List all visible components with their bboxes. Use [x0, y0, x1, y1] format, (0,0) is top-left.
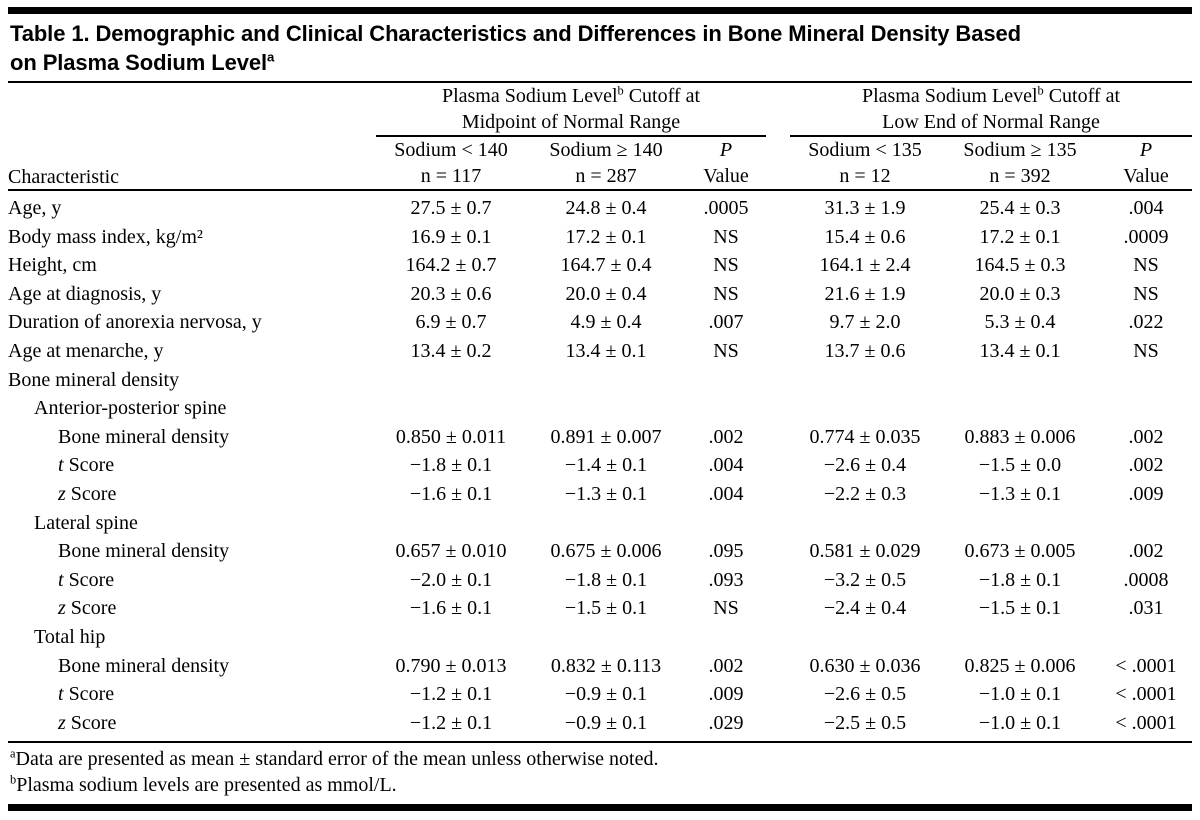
column-header-line1: Sodium ≥ 135: [963, 139, 1077, 161]
cell-value: 20.0 ± 0.3: [979, 282, 1061, 305]
group-header-row: [8, 83, 1192, 136]
cell-value: −3.2 ± 0.5: [823, 568, 907, 591]
row-label: Height, cm: [8, 254, 97, 277]
cell-value: [790, 509, 940, 538]
cell-value: 0.891 ± 0.007: [550, 425, 662, 448]
table-body: [8, 190, 1192, 741]
cell-value: −2.5 ± 0.5: [823, 711, 907, 734]
row-label: Bone mineral density: [58, 654, 230, 677]
table-row: [8, 480, 1192, 509]
group-midpoint-range: Midpoint of Normal Range: [461, 111, 681, 133]
column-header-sodium-ge-135: [940, 136, 1100, 190]
column-gap-cell: [766, 451, 790, 480]
table-row: [8, 537, 1192, 566]
row-label: Bone mineral density: [58, 425, 230, 448]
cell-value: −1.3 ± 0.1: [978, 482, 1062, 505]
column-gap-cell: [766, 308, 790, 337]
group-gap-cell: [766, 83, 790, 136]
cell-value: 27.5 ± 0.7: [410, 197, 492, 219]
footnote-b-text: Plasma sodium levels are presented as mmol/L.: [16, 774, 397, 797]
cell-value: [940, 394, 1100, 423]
cell-value: 5.3 ± 0.4: [984, 311, 1056, 334]
cell-value: 31.3 ± 1.9: [824, 197, 906, 219]
characteristics-table: [8, 83, 1192, 741]
cell-value: NS: [1133, 254, 1159, 277]
cell-value: −1.5 ± 0.1: [564, 597, 648, 620]
cell-value: [940, 509, 1100, 538]
cell-value: −1.0 ± 0.1: [978, 683, 1062, 706]
column-gap-cell: [766, 280, 790, 309]
cell-value: 0.630 ± 0.036: [809, 654, 921, 677]
cell-value: [940, 366, 1100, 395]
cell-value: NS: [713, 254, 739, 277]
cell-value: −1.8 ± 0.1: [978, 568, 1062, 591]
column-gap-cell: [766, 566, 790, 595]
table-title: [10, 19, 1192, 77]
table-row: [8, 251, 1192, 280]
column-gap-cell: [766, 251, 790, 280]
group-lowend-name: Plasma Sodium Level: [861, 85, 1038, 107]
cell-value: .004: [708, 454, 744, 477]
cell-value: −1.4 ± 0.1: [564, 454, 648, 477]
row-label: Duration of anorexia nervosa, y: [8, 311, 262, 334]
cell-value: .0008: [1123, 568, 1169, 591]
cell-value: < .0001: [1115, 654, 1177, 677]
cell-value: 0.581 ± 0.029: [809, 540, 921, 563]
column-gap-cell: [766, 423, 790, 452]
cell-value: 0.774 ± 0.035: [809, 425, 921, 448]
cell-value: −1.5 ± 0.0: [978, 454, 1062, 477]
cell-value: −2.4 ± 0.4: [823, 597, 907, 620]
row-label: Total hip: [34, 625, 106, 648]
footnote-b-marker: b: [10, 772, 17, 787]
column-gap-cell: [766, 366, 790, 395]
cell-value: < .0001: [1115, 711, 1177, 734]
cell-value: 0.883 ± 0.006: [964, 425, 1076, 448]
cell-value: [686, 509, 766, 538]
cell-value: [790, 623, 940, 652]
column-header-n: n = 117: [420, 165, 482, 187]
cell-value: NS: [713, 282, 739, 305]
table-row: [8, 652, 1192, 681]
cell-value: [526, 509, 686, 538]
column-header-characteristic: Characteristic: [8, 136, 376, 190]
table-row: [8, 680, 1192, 709]
cell-value: 17.2 ± 0.1: [565, 225, 647, 248]
column-gap-cell: [766, 480, 790, 509]
cell-value: 4.9 ± 0.4: [570, 311, 642, 334]
group-lowend-name-post: Cutoff at: [1043, 85, 1121, 107]
column-gap-cell: [766, 709, 790, 742]
cell-value: .004: [708, 482, 744, 505]
row-label: Age, y: [8, 197, 62, 219]
row-label: t Score: [58, 454, 115, 477]
table-row: [8, 594, 1192, 623]
row-label: Anterior-posterior spine: [34, 397, 227, 420]
column-gap-cell: [766, 394, 790, 423]
cell-value: −1.0 ± 0.1: [978, 711, 1062, 734]
cell-value: −2.6 ± 0.4: [823, 454, 907, 477]
row-label: Bone mineral density: [58, 540, 230, 563]
table-row: [8, 308, 1192, 337]
cell-value: [686, 623, 766, 652]
column-gap-cell: [766, 509, 790, 538]
cell-value: < .0001: [1115, 683, 1177, 706]
column-header-n: n = 12: [839, 165, 891, 187]
cell-value: .022: [1128, 311, 1164, 334]
cell-value: −0.9 ± 0.1: [564, 683, 648, 706]
cell-value: .009: [708, 683, 744, 706]
cell-value: .031: [1128, 597, 1164, 620]
group-lowend-range: Low End of Normal Range: [882, 111, 1100, 133]
cell-value: −1.5 ± 0.1: [978, 597, 1062, 620]
cell-value: .002: [1128, 540, 1164, 563]
group-lowend-footnote-marker: b: [1037, 83, 1044, 98]
title-footnote-marker: a: [267, 49, 275, 65]
table-row: [8, 423, 1192, 452]
footnote-a-marker: a: [10, 746, 16, 761]
table-title-line2: [10, 48, 1192, 77]
cell-value: −1.8 ± 0.1: [409, 454, 493, 477]
cell-value: 164.2 ± 0.7: [405, 254, 497, 277]
cell-value: 6.9 ± 0.7: [415, 311, 487, 334]
table-row: [8, 190, 1192, 223]
column-header-sodium-ge-140: [526, 136, 686, 190]
column-gap-cell: [766, 652, 790, 681]
cell-value: .093: [708, 568, 744, 591]
cell-value: .002: [1128, 454, 1164, 477]
section-header-row: [8, 394, 1192, 423]
column-gap-cell: [766, 594, 790, 623]
cell-value: 0.657 ± 0.010: [395, 540, 507, 563]
cell-value: .0009: [1123, 225, 1169, 248]
cell-value: [376, 394, 526, 423]
cell-value: [1100, 509, 1192, 538]
row-label: z Score: [58, 711, 117, 734]
cell-value: 24.8 ± 0.4: [565, 197, 647, 219]
cell-value: −1.2 ± 0.1: [409, 683, 493, 706]
cell-value: 0.675 ± 0.006: [550, 540, 662, 563]
cell-value: .002: [1128, 425, 1164, 448]
table-row: [8, 566, 1192, 595]
row-label: Age at menarche, y: [8, 339, 164, 362]
cell-value: 20.3 ± 0.6: [410, 282, 492, 305]
value-label: Value: [703, 165, 749, 187]
cell-value: [1100, 623, 1192, 652]
cell-value: −1.6 ± 0.1: [409, 597, 493, 620]
cell-value: 0.825 ± 0.006: [964, 654, 1076, 677]
cell-value: 13.4 ± 0.1: [565, 339, 647, 362]
cell-value: [526, 394, 686, 423]
cell-value: NS: [1133, 282, 1159, 305]
column-header-line1: Sodium < 140: [394, 139, 508, 161]
value-label: Value: [1123, 165, 1169, 187]
cell-value: [686, 366, 766, 395]
row-label: t Score: [58, 683, 115, 706]
cell-value: −1.6 ± 0.1: [409, 482, 493, 505]
footnote-a: [10, 746, 1192, 772]
cell-value: 15.4 ± 0.6: [824, 225, 906, 248]
cell-value: 13.4 ± 0.1: [979, 339, 1061, 362]
cell-value: NS: [713, 225, 739, 248]
column-header-line1: Sodium < 135: [808, 139, 922, 161]
cell-value: 17.2 ± 0.1: [979, 225, 1061, 248]
row-label: Bone mineral density: [8, 368, 180, 391]
cell-value: −2.0 ± 0.1: [409, 568, 493, 591]
cell-value: .002: [708, 425, 744, 448]
column-header-sodium-lt-140: [376, 136, 526, 190]
column-header-p-value-lowend: [1100, 136, 1192, 190]
cell-value: 13.7 ± 0.6: [824, 339, 906, 362]
column-header-line1: Sodium ≥ 140: [549, 139, 663, 161]
cell-value: 164.5 ± 0.3: [974, 254, 1066, 277]
cell-value: 25.4 ± 0.3: [979, 197, 1061, 219]
cell-value: .0005: [703, 197, 749, 219]
cell-value: 0.832 ± 0.113: [550, 654, 662, 677]
footnote-b: [10, 772, 1192, 798]
group-midpoint-name: Plasma Sodium Level: [441, 85, 618, 107]
row-label: Body mass index, kg/m²: [8, 225, 203, 248]
cell-value: [686, 394, 766, 423]
column-gap-cell: [766, 190, 790, 223]
row-label: z Score: [58, 597, 117, 620]
cell-value: .095: [708, 540, 744, 563]
column-header-p-value-midpoint: [686, 136, 766, 190]
cell-value: −1.2 ± 0.1: [409, 711, 493, 734]
table-title-line1: Table 1. Demographic and Clinical Characteristics and Differences in Bone Mineral Density Based: [10, 21, 1021, 46]
cell-value: [1100, 394, 1192, 423]
cell-value: 0.790 ± 0.013: [395, 654, 507, 677]
cell-value: 0.850 ± 0.011: [395, 425, 507, 448]
column-gap-cell: [766, 337, 790, 366]
group-header-lowend: [790, 83, 1192, 136]
cell-value: 16.9 ± 0.1: [410, 225, 492, 248]
column-gap-cell: [766, 537, 790, 566]
cell-value: .002: [708, 654, 744, 677]
bottom-rule-bar: [8, 804, 1192, 811]
cell-value: [790, 394, 940, 423]
column-gap-header-cell: [766, 136, 790, 190]
cell-value: −0.9 ± 0.1: [564, 711, 648, 734]
cell-value: [526, 623, 686, 652]
group-header-empty-cell: [8, 83, 376, 136]
column-gap-cell: [766, 223, 790, 252]
cell-value: NS: [713, 339, 739, 362]
cell-value: NS: [713, 597, 739, 620]
cell-value: [526, 366, 686, 395]
table-row: [8, 337, 1192, 366]
group-midpoint-footnote-marker: b: [617, 83, 624, 98]
section-header-row: [8, 366, 1192, 395]
column-header-n: n = 287: [575, 165, 637, 187]
p-label: P: [719, 139, 733, 161]
cell-value: −1.8 ± 0.1: [564, 568, 648, 591]
table-title-line2-text: on Plasma Sodium Level: [10, 50, 267, 75]
column-header-n: n = 392: [989, 165, 1051, 187]
section-header-row: [8, 623, 1192, 652]
footnote-a-text: Data are presented as mean ± standard error of the mean unless otherwise noted.: [15, 748, 659, 771]
top-rule-bar: [8, 7, 1192, 14]
section-header-row: [8, 509, 1192, 538]
cell-value: 164.1 ± 2.4: [819, 254, 911, 277]
cell-value: [790, 366, 940, 395]
footnotes: [8, 743, 1192, 801]
cell-value: −2.2 ± 0.3: [823, 482, 907, 505]
cell-value: 9.7 ± 2.0: [829, 311, 901, 334]
cell-value: [1100, 366, 1192, 395]
row-label: z Score: [58, 482, 117, 505]
cell-value: −2.6 ± 0.5: [823, 683, 907, 706]
p-label: P: [1139, 139, 1153, 161]
cell-value: 13.4 ± 0.2: [410, 339, 492, 362]
cell-value: 0.673 ± 0.005: [964, 540, 1076, 563]
row-label: Age at diagnosis, y: [8, 282, 162, 305]
table-row: [8, 223, 1192, 252]
table-row: [8, 709, 1192, 742]
cell-value: 20.0 ± 0.4: [565, 282, 647, 305]
group-header-midpoint: [376, 83, 766, 136]
cell-value: [940, 623, 1100, 652]
column-header-row: [8, 136, 1192, 190]
cell-value: 164.7 ± 0.4: [560, 254, 652, 277]
table-row: [8, 451, 1192, 480]
table-row: [8, 280, 1192, 309]
column-header-sodium-lt-135: [790, 136, 940, 190]
group-midpoint-name-post: Cutoff at: [623, 85, 701, 107]
cell-value: .029: [708, 711, 744, 734]
cell-value: [376, 366, 526, 395]
column-gap-cell: [766, 623, 790, 652]
row-label: t Score: [58, 568, 115, 591]
cell-value: 21.6 ± 1.9: [824, 282, 906, 305]
cell-value: NS: [1133, 339, 1159, 362]
cell-value: .007: [708, 311, 744, 334]
cell-value: −1.3 ± 0.1: [564, 482, 648, 505]
cell-value: .009: [1128, 482, 1164, 505]
row-label: Lateral spine: [34, 511, 138, 534]
cell-value: [376, 509, 526, 538]
cell-value: .004: [1128, 197, 1164, 219]
cell-value: [376, 623, 526, 652]
column-gap-cell: [766, 680, 790, 709]
